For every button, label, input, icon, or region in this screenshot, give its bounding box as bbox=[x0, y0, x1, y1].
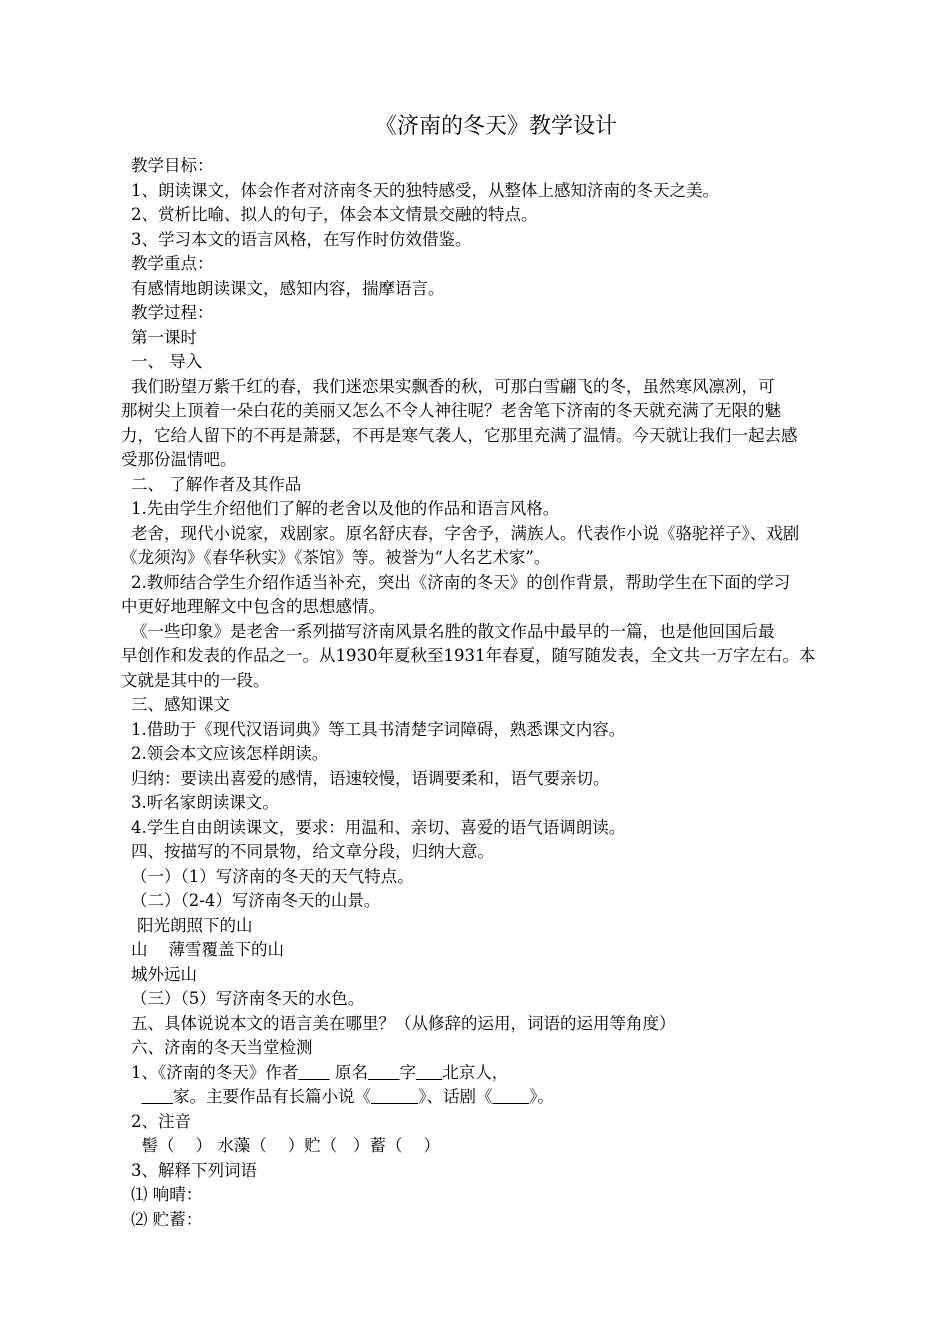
impression-line-3: 文就是其中的一段。 bbox=[121, 670, 270, 690]
quiz-q1-name-label: 原名 bbox=[334, 1062, 368, 1082]
section-3-item-3: 3.听名家朗读课文。 bbox=[131, 793, 279, 812]
section-4-part-2: （二）（2-4）写济南冬天的山景。 bbox=[131, 891, 381, 910]
section-3-heading: 三、感知课文 bbox=[131, 695, 230, 714]
blank-courtesy-name[interactable] bbox=[416, 1061, 442, 1086]
laoshe-line-2: 《龙须沟》《春华秋实》《茶馆》等。被誉为“人名艺术家”。 bbox=[121, 548, 551, 567]
quiz-q1-end: 》。 bbox=[529, 1087, 554, 1106]
section-4-part-1: （一）（1）写济南的冬天的天气特点。 bbox=[131, 866, 414, 886]
section-6-heading: 六、济南的冬天当堂检测 bbox=[131, 1038, 313, 1057]
section-4-part-3: （三）（5）写济南冬天的水色。 bbox=[131, 989, 365, 1008]
quiz-q1-drama-label: 》、话剧《 bbox=[418, 1087, 493, 1106]
mountain-snow: 薄雪覆盖下的山 bbox=[168, 940, 284, 959]
section-2-item-2-line-2: 中更好地理解文中包含的思想感情。 bbox=[121, 597, 385, 616]
intro-line-1: 我们盼望万紫千红的春，我们迷恋果实飘香的秋，可那白雪翩飞的冬，虽然寒风凛冽，可 bbox=[131, 376, 775, 396]
blank-original-name[interactable] bbox=[368, 1061, 399, 1086]
pinyin-item-shuizao: ） 水藻（ bbox=[195, 1136, 267, 1155]
pinyin-item-zhu: ）贮（ bbox=[287, 1136, 338, 1155]
mountain-distant: 城外远山 bbox=[131, 964, 197, 984]
section-4-heading: 四、按描写的不同景物，给文章分段，归纳大意。 bbox=[131, 842, 494, 861]
pinyin-item-xu: ）蓄（ bbox=[352, 1136, 403, 1155]
section-1-heading: 一、 导入 bbox=[131, 352, 203, 371]
process-heading: 教学过程： bbox=[131, 303, 214, 322]
pinyin-item-close: ） bbox=[423, 1136, 440, 1155]
quiz-q1-novel-label: 家。主要作品有长篇小说《 bbox=[172, 1087, 371, 1106]
intro-line-2: 那树尖上顶着一朵白花的美丽又怎么不令人神往呢？老舍笔下济南的冬天就充满了无限的魅 bbox=[121, 401, 781, 420]
section-2-item-1: 1.先由学生介绍他们了解的老舍以及他的作品和语言风格。 bbox=[131, 499, 560, 518]
blank-profession[interactable] bbox=[142, 1085, 173, 1110]
quiz-q2-heading: 2、注音 bbox=[131, 1111, 191, 1131]
pinyin-item-ji: 髻（ bbox=[141, 1136, 175, 1155]
section-3-item-1: 1.借助于《现代汉语词典》等工具书清楚字词障碍，熟悉课文内容。 bbox=[131, 719, 626, 739]
section-3-item-4: 4.学生自由朗读课文，要求：用温和、亲切、喜爱的语气语调朗读。 bbox=[131, 817, 626, 837]
intro-line-3: 力，它给人留下的不再是萧瑟，不再是寒气袭人，它那里充满了温情。今天就让我们一起去感 bbox=[121, 425, 798, 445]
blank-author[interactable] bbox=[298, 1061, 329, 1086]
mountain-sunlit: 阳光朗照下的山 bbox=[137, 915, 253, 935]
quiz-q3-item-2: ⑵ 贮蓄： bbox=[131, 1209, 203, 1229]
quiz-q1-author-label: 1、《济南的冬天》作者 bbox=[131, 1062, 299, 1082]
goal-1: 1、朗读课文，体会作者对济南冬天的独特感受，从整体上感知济南的冬天之美。 bbox=[131, 180, 719, 200]
laoshe-line-1: 老舍，现代小说家，戏剧家。原名舒庆春，字舍予，满族人。代表作小说《骆驼祥子》、戏剧 bbox=[131, 523, 800, 543]
quiz-q1-origin: 北京人， bbox=[442, 1062, 509, 1082]
quiz-q3-item-1: ⑴ 响晴： bbox=[131, 1185, 203, 1204]
goals-heading: 教学目标： bbox=[131, 156, 214, 175]
document-page bbox=[121, 112, 861, 1232]
impression-line-2: 早创作和发表的作品之一。从1930年夏秋至1931年春夏，随写随发表，全文共一万字左右。本 bbox=[121, 646, 816, 665]
document-title: 《济南的冬天》教学设计 bbox=[374, 114, 617, 139]
key-points: 有感情地朗读课文，感知内容，揣摩语言。 bbox=[131, 278, 445, 298]
quiz-q1-courtesy-label: 字 bbox=[399, 1062, 416, 1082]
blank-drama[interactable] bbox=[492, 1085, 529, 1110]
section-5-heading: 五、具体说说本文的语言美在哪里？（从修辞的运用，词语的运用等角度） bbox=[131, 1013, 676, 1033]
section-2-item-2-line-1: 2.教师结合学生介绍作适当补充，突出《济南的冬天》的创作背景，帮助学生在下面的学习 bbox=[131, 572, 791, 592]
key-points-heading: 教学重点： bbox=[131, 254, 214, 273]
lesson-one: 第一课时 bbox=[131, 327, 197, 347]
section-2-heading: 二、 了解作者及其作品 bbox=[131, 474, 302, 494]
goal-3: 3、学习本文的语言风格，在写作时仿效借鉴。 bbox=[131, 229, 472, 249]
quiz-q2-items bbox=[131, 1134, 861, 1159]
quiz-q1-line-1 bbox=[131, 1061, 861, 1086]
section-3-item-2: 2.领会本文应该怎样朗读。 bbox=[131, 744, 329, 763]
blank-novel[interactable] bbox=[371, 1085, 418, 1110]
quiz-q1-line-2 bbox=[131, 1085, 861, 1110]
intro-line-4: 受那份温情吧。 bbox=[121, 450, 237, 469]
quiz-q3-heading: 3、解释下列词语 bbox=[131, 1160, 257, 1180]
mountain-label: 山 bbox=[131, 940, 148, 959]
impression-line-1: 《一些印象》是老舍一系列描写济南风景名胜的散文作品中最早的一篇，也是他回国后最 bbox=[131, 621, 775, 641]
goal-2: 2、赏析比喻、拟人的句子，体会本文情景交融的特点。 bbox=[131, 205, 538, 224]
mountain-snow-row bbox=[131, 938, 861, 963]
section-3-summary: 归纳：要读出喜爱的感情，语速较慢，语调要柔和，语气要亲切。 bbox=[131, 768, 610, 788]
